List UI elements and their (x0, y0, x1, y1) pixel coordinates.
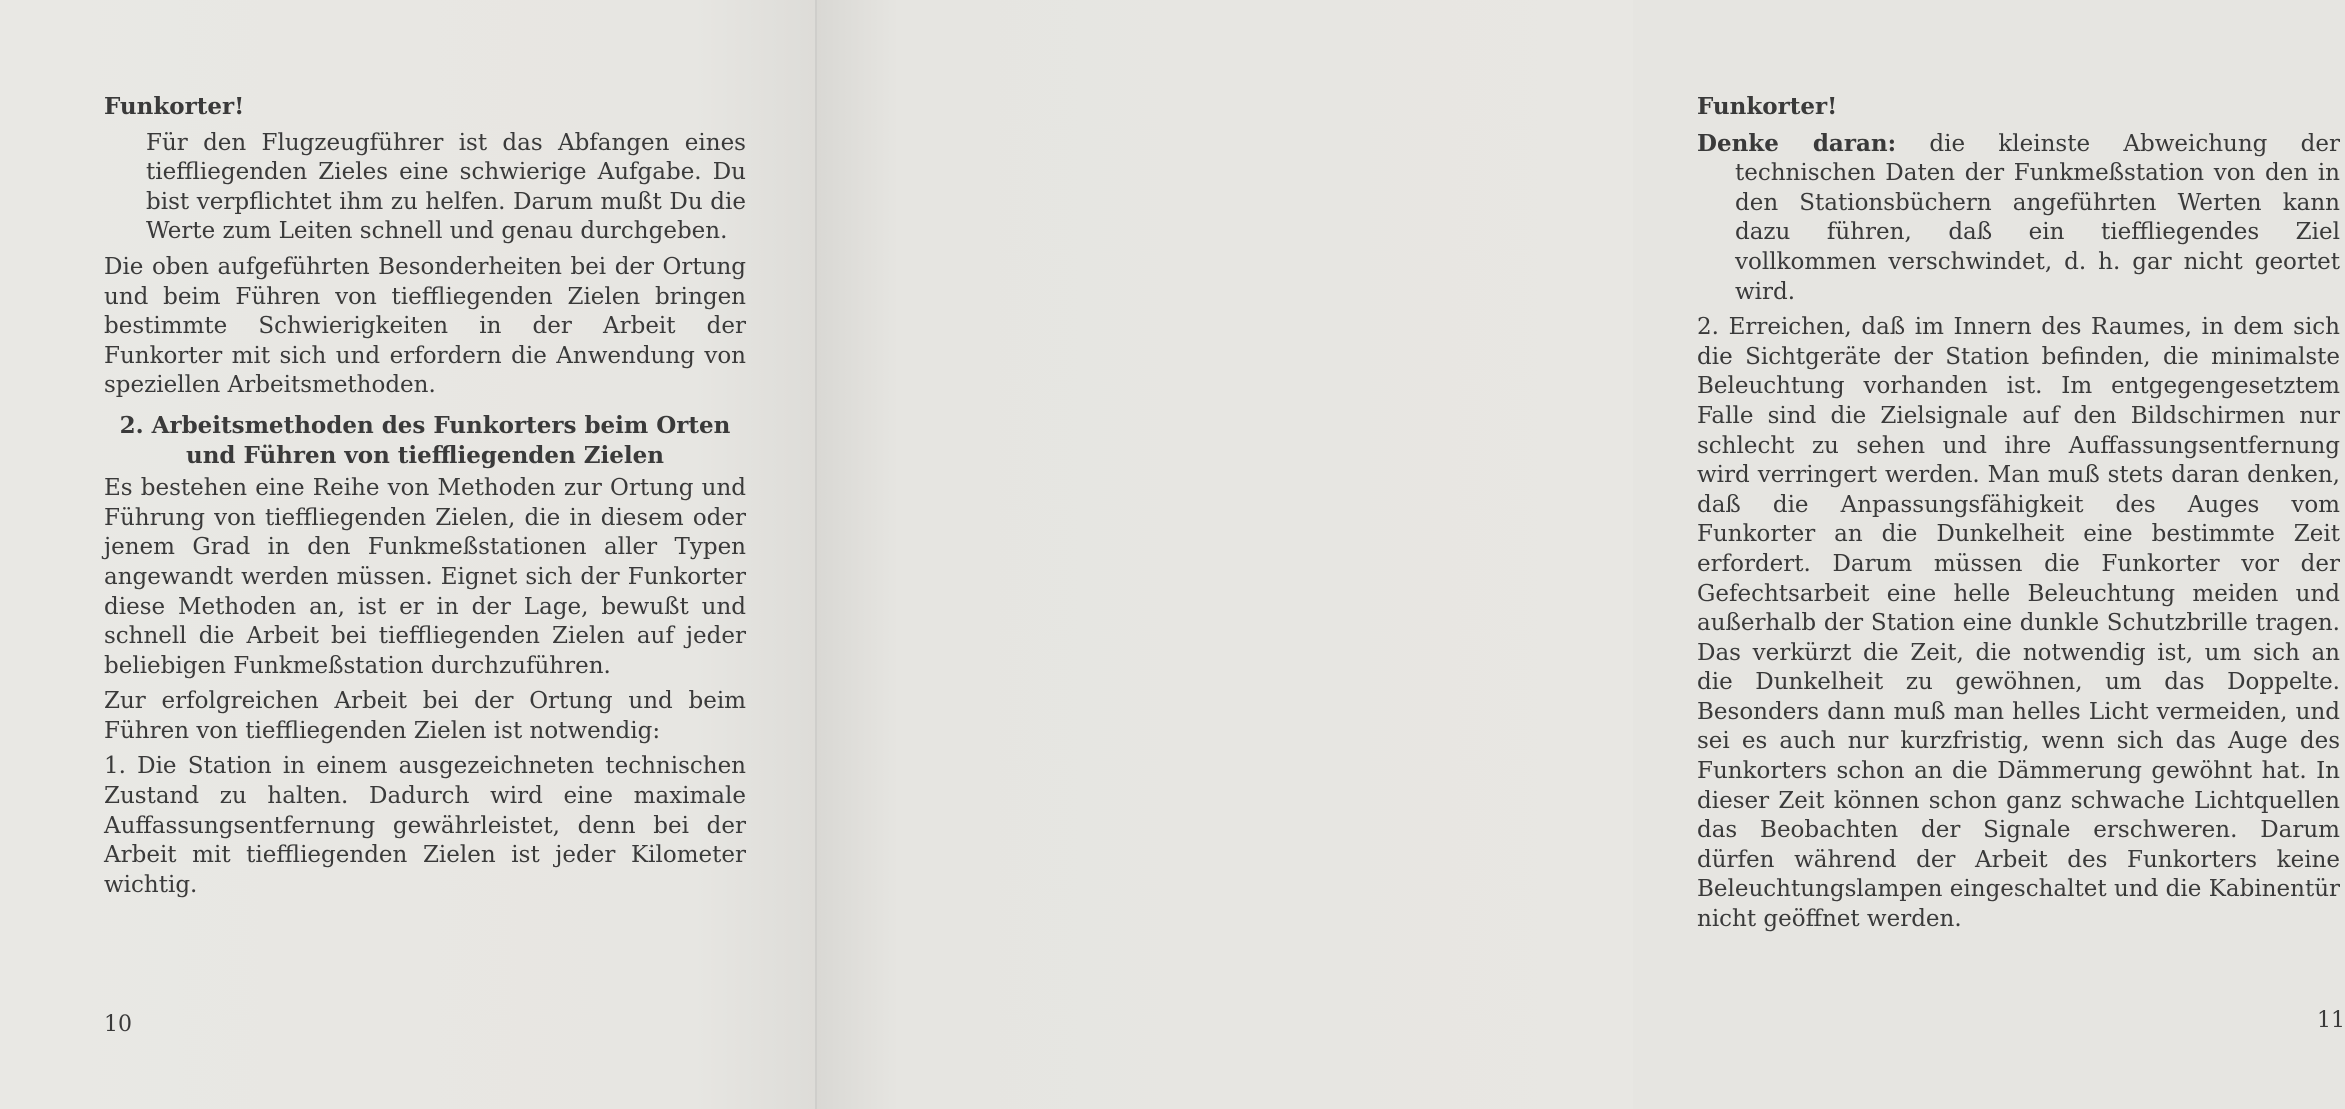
left-paragraph-3: Es bestehen eine Reihe von Methoden zur Ortung und Führung von tieffliegenden Zielen, die in diesem oder jenem Grad in den Funkmeßstationen aller Typen angewandt werden müssen. Eignet sich der Funkorter diese Methoden an, ist er in der Lage, bewußt und schnell die Arbeit bei tieffliegenden Zielen auf jeder beliebigen Funkmeßstation durchzuführen. (104, 475, 746, 679)
left-page-text (104, 92, 746, 900)
left-page-number: 10 (104, 1012, 132, 1037)
right-paragraph-1 (1697, 129, 2340, 308)
left-paragraph-4: Zur erfolgreichen Arbeit bei der Ortung und beim Führen von tieffliegenden Zielen ist notwendig: (104, 688, 746, 744)
left-page (0, 0, 817, 1109)
right-paragraph-1-lead: Denke daran: (1697, 129, 1897, 157)
right-page-heading: Funkorter! (1697, 93, 1838, 120)
section-heading-line-1: 2. Arbeitsmethoden des Funkorters beim Orten (119, 411, 731, 439)
left-paragraph-5: 1. Die Station in einem ausgezeichneten technischen Zustand zu halten. Dadurch wird eine maximale Auffassungsentfernung gewährleistet, denn bei der Arbeit mit tieffliegenden Zielen ist jeder Kilometer wichtig. (104, 753, 746, 898)
right-page-text (1697, 92, 2340, 935)
right-page-number: 11 (2317, 1008, 2345, 1033)
left-paragraph-2: Die oben aufgeführten Besonderheiten bei der Ortung und beim Führen von tieffliegenden Zielen bringen bestimmte Schwierigkeiten in der Arbeit der Funkorter mit sich und erfordern die Anwendung von speziellen Arbeitsmethoden. (104, 253, 746, 399)
left-page-heading: Funkorter! (104, 93, 245, 120)
right-paragraph-1-body: die kleinste Abweichung der technischen Daten der Funkmeßstation von den in den Stationsbüchern angeführten Werten kann dazu führen, daß ein tieffliegendes Ziel vollkommen verschwindet, d. h. gar nicht geortet wird. (1735, 130, 2341, 305)
section-heading-line-2: und Führen von tieffliegenden Zielen (185, 441, 664, 469)
left-paragraph-1: Für den Flugzeugführer ist das Abfangen eines tieffliegenden Zieles eine schwierige Aufgabe. Du bist verpflichtet ihm zu helfen. Darum mußt Du die Werte zum Leiten schnell und genau durchgeben. (146, 129, 746, 245)
section-heading (104, 411, 746, 470)
right-page (817, 0, 2345, 1109)
right-paragraph-2: 2. Erreichen, daß im Innern des Raumes, in dem sich die Sichtgeräte der Station befinden, die minimalste Beleuchtung vorhanden ist. Im entgegengesetztem Falle sind die Zielsignale auf den Bildschirmen nur schlecht zu sehen und ihre Auffassungsentfernung wird verringert werden. Man muß stets daran denken, daß die Anpassungsfähigkeit des Auges vom Funkorter an die Dunkelheit eine bestimmte Zeit erfordert. Darum müssen die Funkorter vor der Gefechtsarbeit eine helle Beleuchtung meiden und außerhalb der Station eine dunkle Schutzbrille tragen. Das verkürzt die Zeit, die notwendig ist, um sich an die Dunkelheit zu gewöhnen, um das Doppelte. Besonders dann muß man helles Licht vermeiden, und sei es auch nur kurzfristig, wenn sich das Auge des Funkorters schon an die Dämmerung gewöhnt hat. In dieser Zeit können schon ganz schwache Lichtquellen das Beobachten der Signale erschweren. Darum dürfen während der Arbeit des Funkorters keine Beleuchtungslampen eingeschaltet und die Kabinentür nicht geöffnet werden. (1697, 314, 2340, 933)
